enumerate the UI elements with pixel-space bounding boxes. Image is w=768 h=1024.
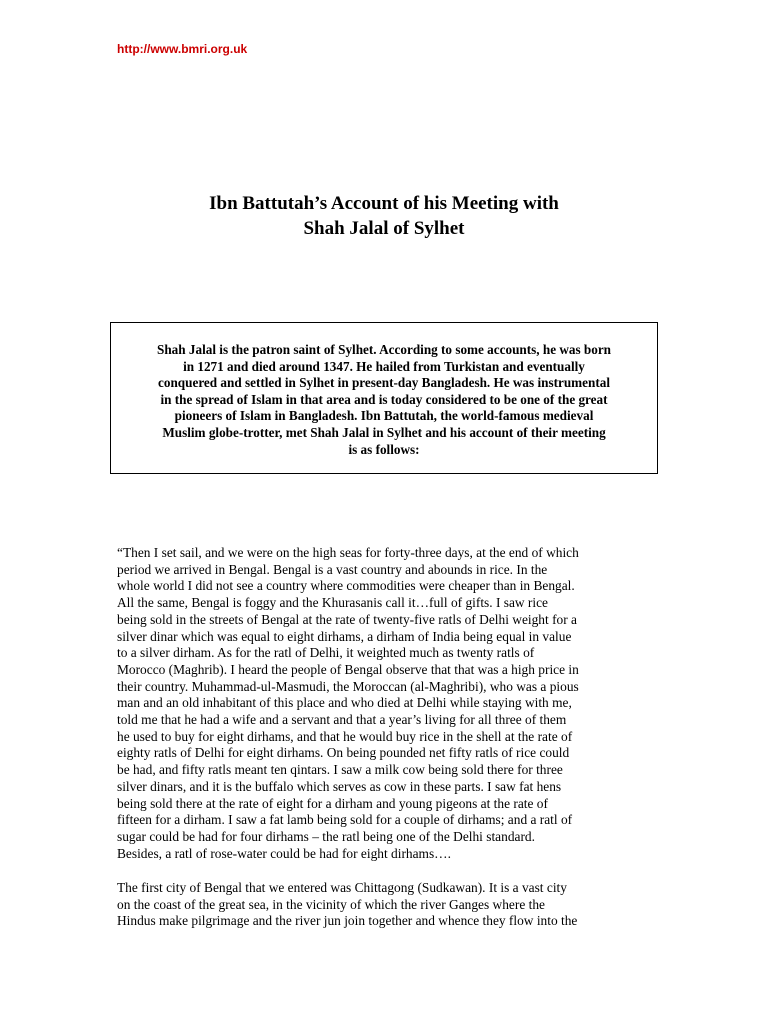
intro-line: Shah Jalal is the patron saint of Sylhet. According to some accounts, he was born <box>156 342 612 357</box>
body-line: silver dinar which was equal to eight dirhams, a dirham of India being equal in value <box>117 628 572 644</box>
intro-line: is as follows: <box>348 441 420 457</box>
body-line: be had, and fifty ratls meant ten qintars. I saw a milk cow being sold there for three <box>117 762 563 778</box>
website-link[interactable]: http://www.bmri.org.uk <box>117 42 248 56</box>
body-line: told me that he had a wife and a servant and that a year’s living for all three of them <box>117 712 567 728</box>
body-line: All the same, Bengal is foggy and the Khurasanis call it…full of gifts. I saw rice <box>117 595 548 611</box>
body-line: he used to buy for eight dirhams, and that he would buy rice in the shell at the rate of <box>117 728 573 744</box>
body-line: “Then I set sail, and we were on the high seas for forty-three days, at the end of which <box>117 545 579 560</box>
body-line: being sold in the streets of Bengal at the rate of twenty-five ratls of Delhi weight for a <box>117 611 577 627</box>
title-line: Ibn Battutah’s Account of his Meeting with <box>209 193 559 214</box>
body-line: eighty ratls of Delhi for eight dirhams. On being pounded net fifty ratls of rice could <box>117 745 570 761</box>
body-line: silver dinars, and it is the buffalo which serves as cow in these parts. I saw fat hens <box>117 778 562 794</box>
body-line: whole world I did not see a country where commodities were cheaper than in Bengal. <box>117 578 575 594</box>
title-line: Shah Jalal of Sylhet <box>303 218 465 239</box>
body-paragraph-2 <box>117 880 653 930</box>
body-line: on the coast of the great sea, in the vicinity of which the river Ganges where the <box>117 896 545 912</box>
intro-box <box>110 322 658 474</box>
body-line: their country. Muhammad-ul-Masmudi, the Moroccan (al-Maghribi), who was a pious <box>117 678 579 694</box>
body-line: being sold there at the rate of eight for a dirham and young pigeons at the rate of <box>117 795 548 811</box>
body-line: period we arrived in Bengal. Bengal is a vast country and abounds in rice. In the <box>117 561 548 577</box>
body-line: Morocco (Maghrib). I heard the people of Bengal observe that that was a high price in <box>117 661 579 677</box>
body-line: fifteen for a dirham. I saw a fat lamb being sold for a couple of dirhams; and a ratl of <box>117 812 573 828</box>
intro-line: in 1271 and died around 1347. He hailed from Turkistan and eventually <box>183 358 585 374</box>
body-line: The first city of Bengal that we entered was Chittagong (Sudkawan). It is a vast city <box>117 880 567 895</box>
intro-line: in the spread of Islam in that area and is today considered to be one of the great <box>160 391 608 407</box>
body-line: Hindus make pilgrimage and the river jun join together and whence they flow into the <box>117 913 578 929</box>
intro-line: pioneers of Islam in Bangladesh. Ibn Battutah, the world-famous medieval <box>174 408 594 424</box>
intro-line: Muslim globe-trotter, met Shah Jalal in Sylhet and his account of their meeting <box>162 424 606 440</box>
body-paragraph-1 <box>117 545 653 862</box>
body-line: Besides, a ratl of rose-water could be had for eight dirhams…. <box>117 845 451 861</box>
body-line: man and an old inhabitant of this place and who died at Delhi while staying with me, <box>117 695 572 711</box>
intro-line: conquered and settled in Sylhet in present-day Bangladesh. He was instrumental <box>158 375 610 391</box>
document-title <box>0 191 768 241</box>
body-line: to a silver dirham. As for the ratl of Delhi, it weighted much as twenty ratls of <box>117 645 535 661</box>
body-line: sugar could be had for four dirhams – the ratl being one of the Delhi standard. <box>117 828 535 844</box>
